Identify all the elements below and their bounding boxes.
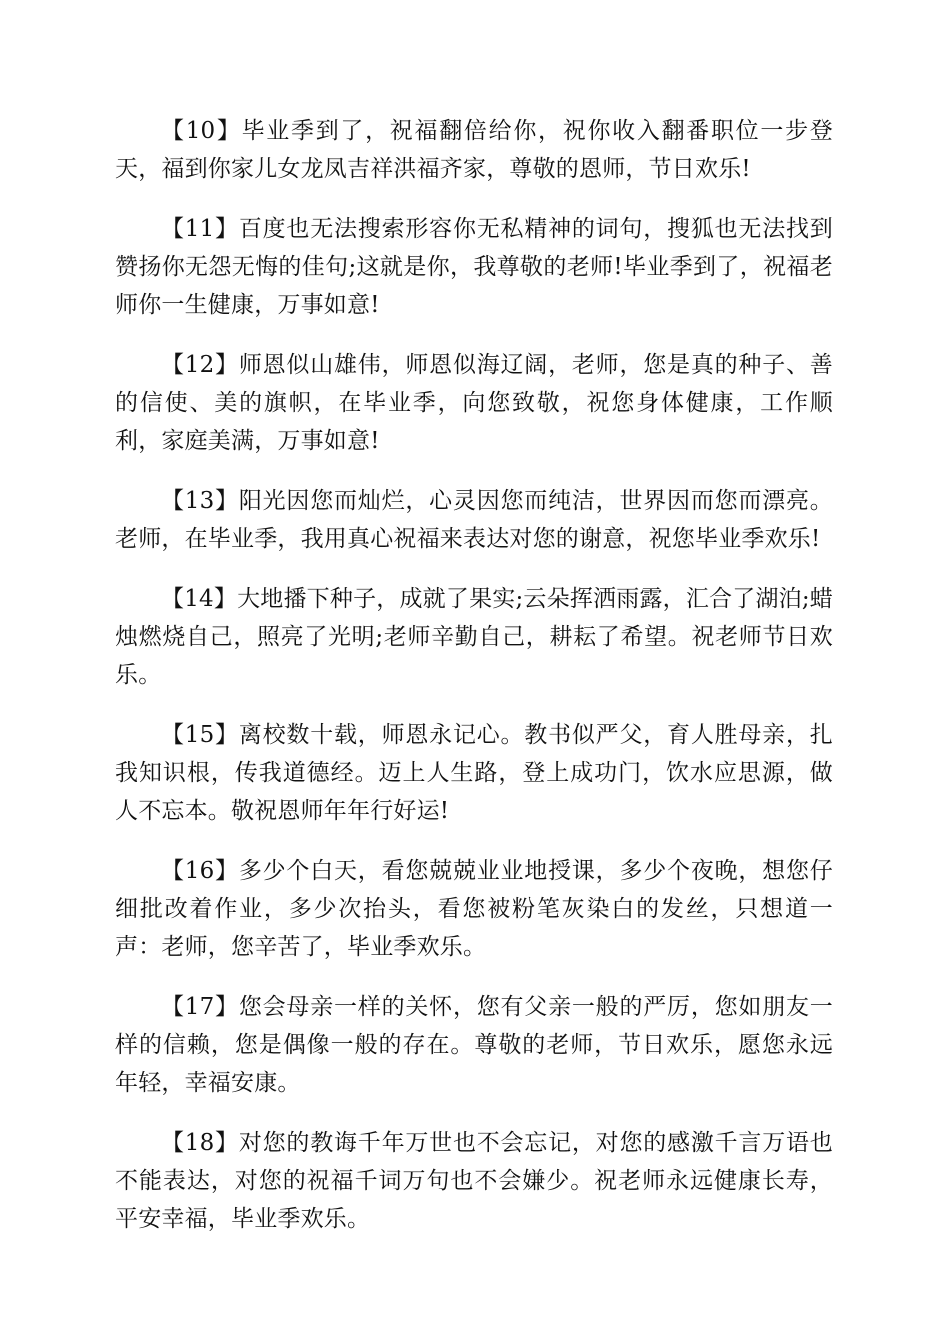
- paragraph-18: 【18】对您的教诲千年万世也不会忘记，对您的感激千言万语也不能表达，对您的祝福千词万句也不会嫌少。祝老师永远健康长寿，平安幸福，毕业季欢乐。: [115, 1130, 833, 1232]
- paragraph-11: 【11】百度也无法搜索形容你无私精神的词句，搜狐也无法找到赞扬你无怨无悔的佳句;这就是你，我尊敬的老师!毕业季到了，祝福老师你一生健康，万事如意!: [115, 216, 833, 318]
- paragraph-14: 【14】大地播下种子，成就了果实;云朵挥洒雨露，汇合了湖泊;蜡烛燃烧自己，照亮了光明;老师辛勤自己，耕耘了希望。祝老师节日欢乐。: [115, 586, 833, 688]
- paragraph-10: 【10】毕业季到了，祝福翻倍给你，祝你收入翻番职位一步登天，福到你家儿女龙凤吉祥洪福齐家，尊敬的恩师，节日欢乐!: [115, 118, 833, 182]
- document-body: [115, 112, 833, 1260]
- paragraph-12: 【12】师恩似山雄伟，师恩似海辽阔，老师，您是真的种子、善的信使、美的旗帜，在毕业季，向您致敬，祝您身体健康，工作顺利，家庭美满，万事如意!: [115, 352, 833, 454]
- paragraph-13: 【13】阳光因您而灿烂，心灵因您而纯洁，世界因而您而漂亮。老师，在毕业季，我用真心祝福来表达对您的谢意，祝您毕业季欢乐!: [115, 488, 833, 552]
- paragraph-16: 【16】多少个白天，看您兢兢业业地授课，多少个夜晚，想您仔细批改着作业，多少次抬头，看您被粉笔灰染白的发丝，只想道一声：老师，您辛苦了，毕业季欢乐。: [115, 858, 833, 960]
- paragraph-15: 【15】离校数十载，师恩永记心。教书似严父，育人胜母亲，扎我知识根，传我道德经。迈上人生路，登上成功门，饮水应思源，做人不忘本。敬祝恩师年年行好运!: [115, 722, 833, 824]
- paragraph-17: 【17】您会母亲一样的关怀，您有父亲一般的严厉，您如朋友一样的信赖，您是偶像一般的存在。尊敬的老师，节日欢乐，愿您永远年轻，幸福安康。: [115, 994, 833, 1096]
